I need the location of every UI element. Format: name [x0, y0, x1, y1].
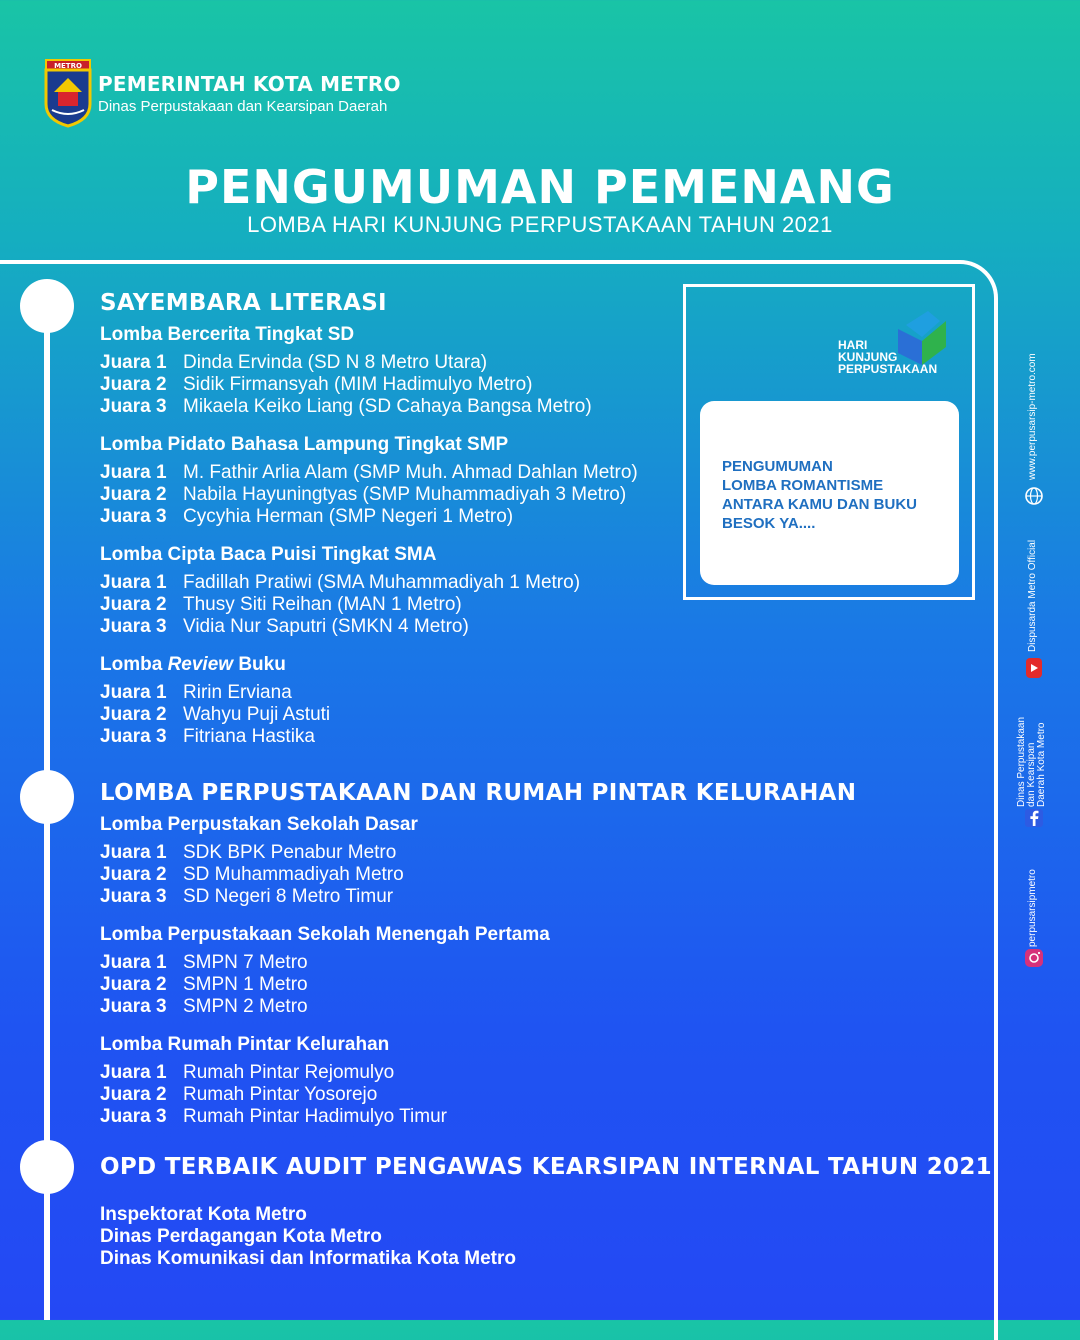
rank-label: Juara 2 [100, 374, 167, 395]
rank-label: Juara 1 [100, 682, 167, 703]
opd-item: Dinas Komunikasi dan Informatika Kota Metro [100, 1248, 516, 1269]
rank-label: Juara 3 [100, 726, 167, 747]
org-subtitle: Dinas Perpustakaan dan Kearsipan Daerah [98, 97, 388, 115]
winner-name: Thusy Siti Reihan (MAN 1 Metro) [183, 594, 462, 615]
winner-row [100, 682, 292, 704]
winner-name: SMPN 1 Metro [183, 974, 308, 995]
category-title: Lomba Perpustakaan Sekolah Menengah Pertama [100, 924, 550, 945]
winner-name: Wahyu Puji Astuti [183, 704, 331, 725]
rank-label: Juara 1 [100, 842, 167, 863]
winner-row [100, 616, 469, 638]
winner-name: M. Fathir Arlia Alam (SMP Muh. Ahmad Dahlan Metro) [183, 462, 638, 483]
category-title: Lomba Cipta Baca Puisi Tingkat SMA [100, 544, 437, 565]
youtube-label: Dispusarda Metro Official [1027, 539, 1038, 652]
section-heading: LOMBA PERPUSTAKAAN DAN RUMAH PINTAR KELURAHAN [100, 780, 857, 806]
winner-row [100, 352, 487, 374]
winner-row [100, 1084, 377, 1106]
facebook-label [1017, 712, 1047, 807]
rank-label: Juara 1 [100, 572, 167, 593]
winner-name: Ririn Erviana [183, 682, 292, 703]
winner-name: SDK BPK Penabur Metro [183, 842, 397, 863]
opd-item: Dinas Perdagangan Kota Metro [100, 1226, 382, 1247]
hkp-logo-text [838, 339, 937, 375]
website-label: www.perpusarsip-metro.com [1027, 353, 1038, 480]
facebook-icon [1024, 808, 1044, 828]
winner-row [100, 462, 638, 484]
rank-label: Juara 3 [100, 616, 167, 637]
category-title: Lomba Pidato Bahasa Lampung Tingkat SMP [100, 434, 509, 455]
winner-name: SMPN 7 Metro [183, 952, 308, 973]
winner-row [100, 1106, 447, 1128]
facebook-label-line: Daerah Kota Metro [1036, 722, 1047, 807]
rank-label: Juara 2 [100, 704, 167, 725]
winner-row [100, 864, 404, 886]
category-title: Lomba Bercerita Tingkat SD [100, 324, 355, 345]
winner-row [100, 886, 393, 908]
org-name: PEMERINTAH KOTA METRO [98, 71, 401, 96]
category-title-prefix: Lomba [100, 654, 168, 675]
winner-name: Dinda Ervinda (SD N 8 Metro Utara) [183, 352, 488, 373]
winner-row [100, 704, 330, 726]
rank-label: Juara 2 [100, 974, 167, 995]
promo-card [700, 401, 959, 585]
rank-label: Juara 3 [100, 1106, 167, 1127]
promo-line: PENGUMUMAN [722, 458, 833, 475]
rank-label: Juara 2 [100, 484, 167, 505]
timeline-dot [20, 770, 74, 824]
winner-row [100, 396, 592, 418]
winner-name: Rumah Pintar Yosorejo [183, 1084, 378, 1105]
promo-line: ANTARA KAMU DAN BUKU [722, 496, 917, 513]
rank-label: Juara 1 [100, 1062, 167, 1083]
winner-row [100, 572, 580, 594]
header [44, 58, 401, 128]
winner-row [100, 374, 532, 396]
category-title: Lomba Perpustakan Sekolah Dasar [100, 814, 418, 835]
winner-name: SMPN 2 Metro [183, 996, 308, 1017]
winner-name: Fadillah Pratiwi (SMA Muhammadiyah 1 Metro) [183, 572, 581, 593]
facebook-label-line: Dinas Perpustakaan [1016, 716, 1027, 807]
winner-row [100, 974, 308, 996]
rank-label: Juara 3 [100, 396, 167, 417]
page-title: PENGUMUMAN PEMENANG [185, 160, 895, 214]
winner-name: Rumah Pintar Hadimulyo Timur [183, 1106, 447, 1127]
rank-label: Juara 2 [100, 864, 167, 885]
winner-row [100, 506, 513, 528]
page-subtitle: LOMBA HARI KUNJUNG PERPUSTAKAAN TAHUN 2021 [247, 212, 833, 237]
winner-row [100, 484, 626, 506]
rank-label: Juara 3 [100, 886, 167, 907]
winner-name: Rumah Pintar Rejomulyo [183, 1062, 395, 1083]
youtube-icon [1024, 656, 1044, 680]
opd-item: Inspektorat Kota Metro [100, 1204, 307, 1225]
winner-row [100, 952, 308, 974]
winner-name: SD Negeri 8 Metro Timur [183, 886, 394, 907]
winner-name: Cycyhia Herman (SMP Negeri 1 Metro) [183, 506, 514, 527]
rank-label: Juara 1 [100, 462, 167, 483]
rank-label: Juara 2 [100, 594, 167, 615]
promo-line: LOMBA ROMANTISME [722, 477, 884, 494]
globe-icon [1024, 486, 1044, 506]
timeline-dot [20, 1140, 74, 1194]
instagram-label: perpusarsipmetro [1027, 869, 1038, 947]
winner-row [100, 842, 396, 864]
rank-label: Juara 1 [100, 352, 167, 373]
winner-name: Mikaela Keiko Liang (SD Cahaya Bangsa Metro) [183, 396, 592, 417]
winner-row [100, 726, 315, 748]
winner-row [100, 996, 308, 1018]
rank-label: Juara 1 [100, 952, 167, 973]
category-title [100, 654, 286, 676]
hkp-line: KUNJUNG [838, 350, 898, 364]
promo-line: BESOK YA.... [722, 515, 816, 532]
city-crest-icon [44, 58, 92, 128]
hkp-line: HARI [838, 338, 868, 352]
rank-label: Juara 3 [100, 506, 167, 527]
rank-label: Juara 3 [100, 996, 167, 1017]
promo-box [683, 284, 975, 600]
winner-name: Fitriana Hastika [183, 726, 315, 747]
winner-name: SD Muhammadiyah Metro [183, 864, 404, 885]
category-title-italic: Review [167, 654, 234, 675]
winner-row [100, 594, 462, 616]
timeline-dot [20, 279, 74, 333]
hkp-line: PERPUSTAKAAN [838, 362, 938, 376]
section-heading: SAYEMBARA LITERASI [100, 290, 387, 316]
section-heading: OPD TERBAIK AUDIT PENGAWAS KEARSIPAN INTERNAL TAHUN 2021 [100, 1154, 992, 1180]
category-title-suffix: Buku [233, 654, 286, 675]
winner-row [100, 1062, 394, 1084]
winner-name: Vidia Nur Saputri (SMKN 4 Metro) [183, 616, 469, 637]
promo-text [722, 457, 917, 533]
winner-name: Nabila Hayuningtyas (SMP Muhammadiyah 3 Metro) [183, 484, 627, 505]
winner-name: Sidik Firmansyah (MIM Hadimulyo Metro) [183, 374, 533, 395]
facebook-label-line: dan Kearsipan [1026, 742, 1037, 807]
crest-label: METRO [54, 62, 82, 70]
category-title: Lomba Rumah Pintar Kelurahan [100, 1034, 390, 1055]
rank-label: Juara 2 [100, 1084, 167, 1105]
instagram-icon [1024, 948, 1044, 968]
